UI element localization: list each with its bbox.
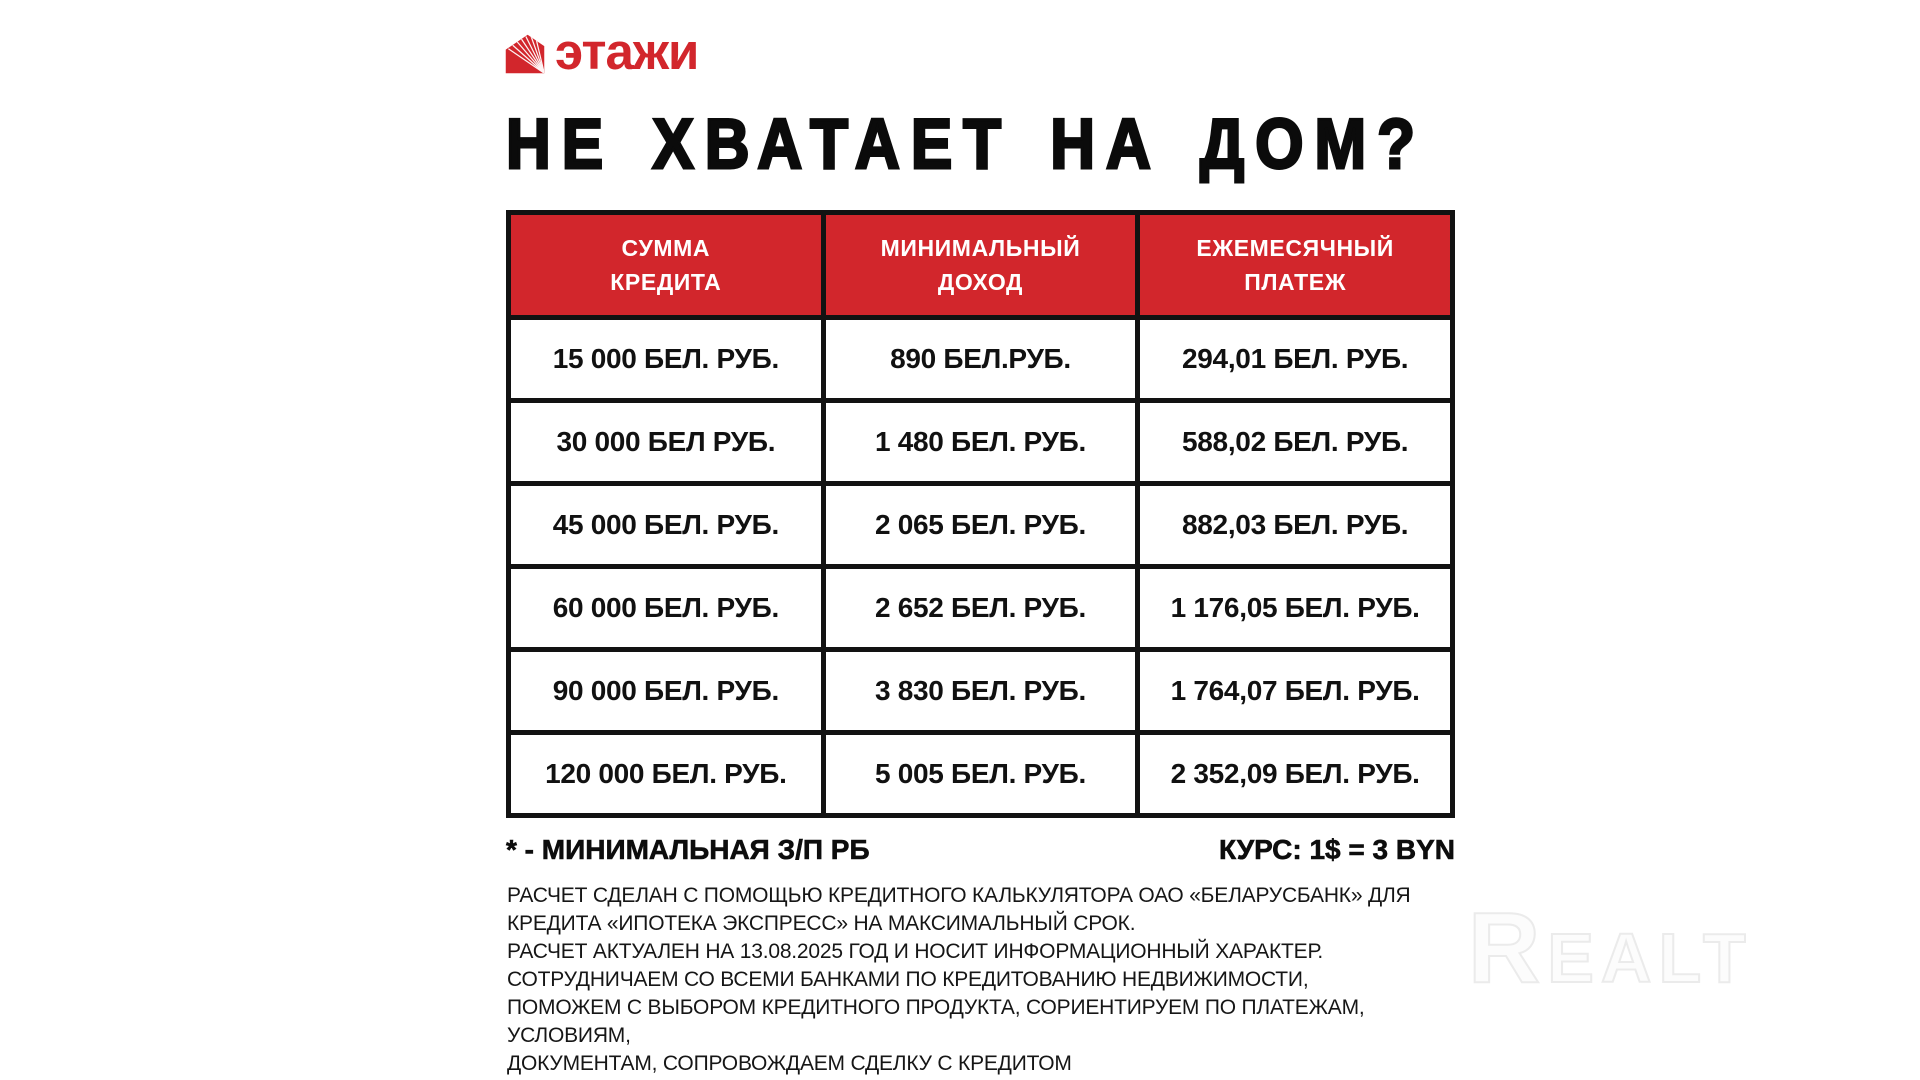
table-cell: 2 652 БЕЛ. РУБ. [826, 569, 1136, 647]
realt-watermark: Realt [1468, 892, 1753, 1004]
table-cell: 294,01 БЕЛ. РУБ. [1140, 320, 1450, 398]
table-cell: 588,02 БЕЛ. РУБ. [1140, 403, 1450, 481]
disclaimer-line: СОТРУДНИЧАЕМ СО ВСЕМИ БАНКАМИ ПО КРЕДИТОВАНИЮ НЕДВИЖИМОСТИ, [507, 968, 1309, 991]
table-cell: 30 000 БЕЛ РУБ. [511, 403, 821, 481]
table-cell: 882,03 БЕЛ. РУБ. [1140, 486, 1450, 564]
disclaimer-text [507, 882, 1487, 1078]
footnote-row [506, 834, 1455, 866]
disclaimer-line: УСЛОВИЯМ, [507, 1024, 631, 1047]
column-header-credit-sum: СУММА КРЕДИТА [511, 215, 821, 315]
table-cell: 45 000 БЕЛ. РУБ. [511, 486, 821, 564]
etazhi-logo [504, 23, 699, 80]
table-cell: 5 005 БЕЛ. РУБ. [826, 735, 1136, 813]
page-title: НЕ ХВАТАЕТ НА ДОМ? [506, 105, 1426, 184]
table-cell: 60 000 БЕЛ. РУБ. [511, 569, 821, 647]
disclaimer-line: КРЕДИТА «ИПОТЕКА ЭКСПРЕСС» НА МАКСИМАЛЬНЫЙ СРОК. [507, 912, 1136, 935]
column-header-min-income: МИНИМАЛЬНЫЙ ДОХОД [826, 215, 1136, 315]
etazhi-logo-text: этажи [555, 23, 699, 80]
exchange-rate-note: КУРС: 1$ = 3 BYN [1218, 834, 1455, 865]
table-cell: 1 764,07 БЕЛ. РУБ. [1140, 652, 1450, 730]
disclaimer-line: РАСЧЕТ СДЕЛАН С ПОМОЩЬЮ КРЕДИТНОГО КАЛЬКУЛЯТОРА ОАО «БЕЛАРУСБАНК» ДЛЯ [507, 884, 1411, 907]
table-cell: 1 176,05 БЕЛ. РУБ. [1140, 569, 1450, 647]
column-header-monthly-payment: ЕЖЕМЕСЯЧНЫЙ ПЛАТЕЖ [1140, 215, 1450, 315]
table-cell: 3 830 БЕЛ. РУБ. [826, 652, 1136, 730]
table-cell: 2 352,09 БЕЛ. РУБ. [1140, 735, 1450, 813]
table-cell: 1 480 БЕЛ. РУБ. [826, 403, 1136, 481]
disclaimer-line: ДОКУМЕНТАМ, СОПРОВОЖДАЕМ СДЕЛКУ С КРЕДИТОМ [507, 1052, 1072, 1075]
table-cell: 15 000 БЕЛ. РУБ. [511, 320, 821, 398]
disclaimer-line: РАСЧЕТ АКТУАЛЕН НА 13.08.2025 ГОД И НОСИТ ИНФОРМАЦИОННЫЙ ХАРАКТЕР. [507, 940, 1323, 963]
table-cell: 2 065 БЕЛ. РУБ. [826, 486, 1136, 564]
table-cell: 90 000 БЕЛ. РУБ. [511, 652, 821, 730]
table-cell: 120 000 БЕЛ. РУБ. [511, 735, 821, 813]
house-fan-icon [504, 32, 546, 76]
credit-table [506, 210, 1455, 818]
disclaimer-line: ПОМОЖЕМ С ВЫБОРОМ КРЕДИТНОГО ПРОДУКТА, СОРИЕНТИРУЕМ ПО ПЛАТЕЖАМ, [507, 996, 1365, 1019]
table-cell: 890 БЕЛ.РУБ. [826, 320, 1136, 398]
footnote-min-salary: * - МИНИМАЛЬНАЯ З/П РБ [506, 834, 870, 865]
